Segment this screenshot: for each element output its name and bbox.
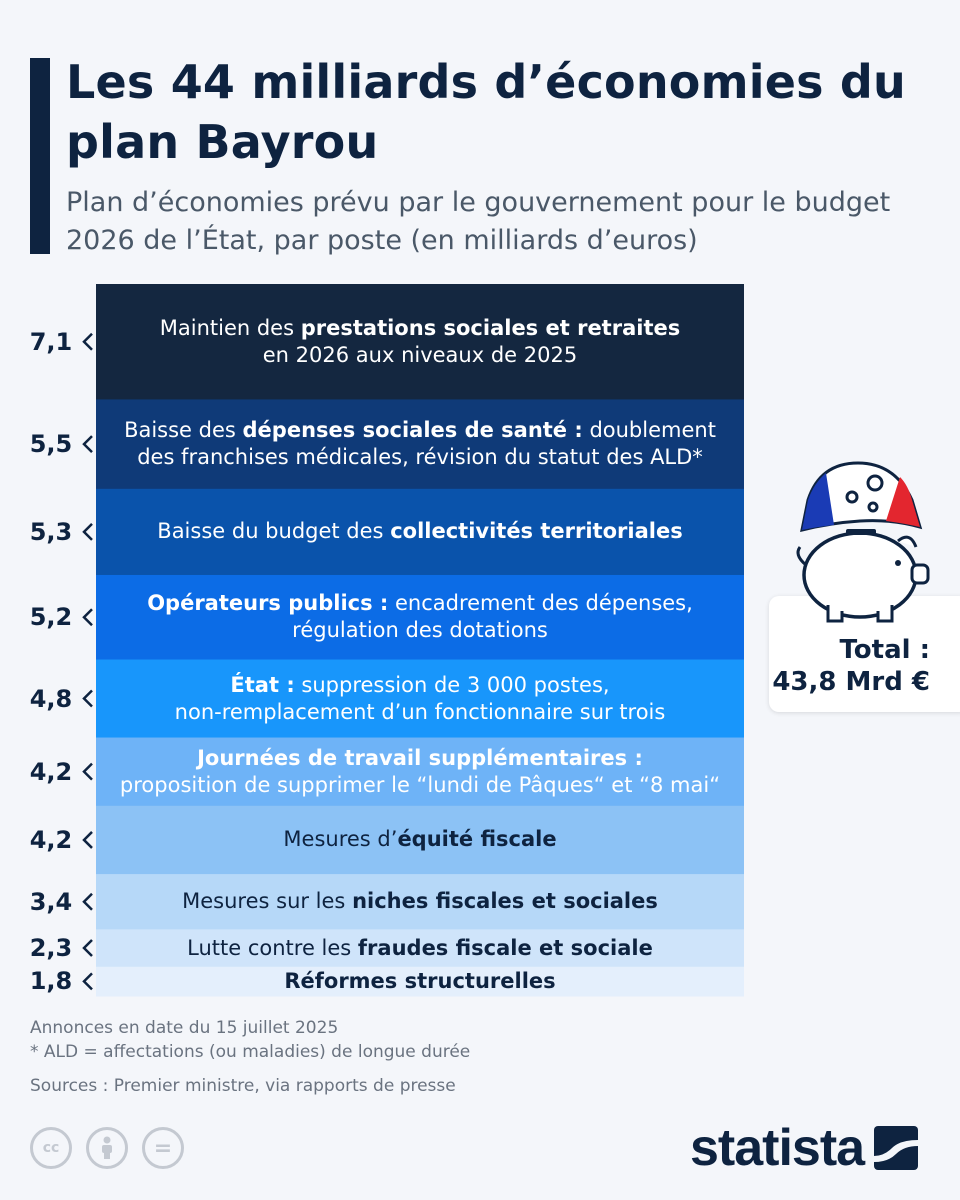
page-title: Les 44 milliards d’économies du plan Bayrou — [66, 55, 906, 169]
value-label-9: 2,3 — [29, 934, 73, 963]
row-pointer-10 — [84, 973, 92, 989]
cc-icon[interactable]: cc — [30, 1127, 72, 1169]
value-label-8: 3,4 — [29, 887, 73, 916]
row-line2: proposition de supprimer le “lundi de Pâques“ et “8 mai“ — [119, 772, 721, 797]
row-pointer-9 — [84, 940, 92, 956]
row-label-7 — [96, 806, 744, 874]
page-subtitle: Plan d’économies prévu par le gouvernement pour le budget 2026 de l’État, par poste (en milliards d’euros) — [66, 187, 891, 256]
row-line2: non-remplacement d’un fonctionnaire sur trois — [174, 699, 666, 724]
row-label-1 — [96, 284, 744, 399]
total-value: 43,8 Mrd € — [772, 667, 930, 697]
row-label-2 — [96, 399, 744, 488]
total-label: Total : — [839, 635, 930, 665]
nd-icon[interactable]: = — [142, 1127, 184, 1169]
value-label-6: 4,2 — [29, 757, 73, 786]
row-line1: Mesures d’équité fiscale — [283, 827, 557, 852]
note-sources: Sources : Premier ministre, via rapports de presse — [30, 1076, 456, 1096]
row-line1: Opérateurs publics : encadrement des dépenses, — [147, 591, 693, 616]
row-pointer-6 — [84, 764, 92, 780]
row-pointer-8 — [84, 894, 92, 910]
row-pointer-7 — [84, 832, 92, 848]
value-label-3: 5,3 — [29, 517, 73, 546]
value-label-10: 1,8 — [29, 967, 73, 996]
notes — [30, 1016, 730, 1098]
brand-name: statista — [690, 1119, 865, 1177]
row-label-10 — [96, 967, 744, 996]
piggy-bank-icon — [780, 455, 940, 625]
row-line1: Réformes structurelles — [284, 968, 556, 993]
row-label-3 — [96, 489, 744, 575]
value-label-1: 7,1 — [29, 327, 73, 356]
row-label-8 — [96, 874, 744, 929]
row-line1: Baisse du budget des collectivités territoriales — [157, 519, 683, 544]
row-pointer-2 — [84, 436, 92, 452]
value-label-2: 5,5 — [29, 430, 73, 459]
note-footnote: * ALD = affectations (ou maladies) de longue durée — [30, 1042, 471, 1062]
value-label-5: 4,8 — [29, 684, 73, 713]
row-line1: Journées de travail supplémentaires : — [197, 745, 643, 770]
row-line1: État : suppression de 3 000 postes, — [230, 672, 610, 697]
row-pointer-1 — [84, 334, 92, 350]
note-date: Annonces en date du 15 juillet 2025 — [30, 1018, 339, 1038]
row-line2: en 2026 aux niveaux de 2025 — [262, 342, 578, 367]
row-line2: des franchises médicales, révision du statut des ALD* — [137, 445, 703, 470]
row-pointer-3 — [84, 524, 92, 540]
value-label-7: 4,2 — [29, 825, 73, 854]
value-label-4: 5,2 — [29, 603, 73, 632]
row-line1: Mesures sur les niches fiscales et sociales — [182, 889, 658, 914]
row-label-6 — [96, 738, 744, 806]
row-line1: Lutte contre les fraudes fiscale et sociale — [187, 935, 653, 960]
person-icon — [97, 1136, 117, 1160]
row-line1: Maintien des prestations sociales et retraites — [159, 315, 681, 340]
row-line2: régulation des dotations — [292, 618, 548, 643]
license-icons[interactable] — [30, 1127, 184, 1169]
row-pointer-4 — [84, 609, 92, 625]
row-label-9 — [96, 929, 744, 966]
statista-logo-icon — [874, 1126, 918, 1170]
by-icon[interactable] — [86, 1127, 128, 1169]
row-line1: Baisse des dépenses sociales de santé : doublement — [124, 418, 716, 443]
brand[interactable] — [690, 1118, 918, 1178]
